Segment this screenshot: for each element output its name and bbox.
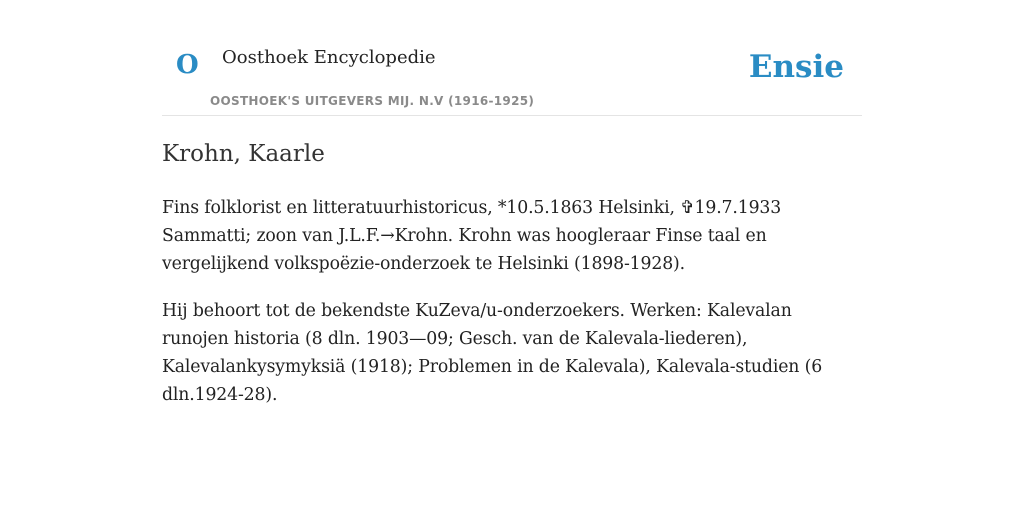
article (162, 134, 862, 428)
article-title: Krohn, Kaarle (162, 141, 325, 167)
source-logo-link[interactable]: O (176, 50, 199, 80)
source-subtitle: OOSTHOEK'S UITGEVERS MIJ. N.V (1916-1925) (210, 94, 535, 108)
article-paragraph-2: Hij behoort tot de bekendste KuZeva/u-onderzoekers. Werken: Kalevalan runojen historia (8 dln. 1903—09; Gesch. van de Kalevala-liederen), Kalevalankysymyksiä (1918); Problemen in de Kalevala), Kalevala-studien (6 dln.1924-28). (162, 301, 823, 405)
source-header (162, 30, 862, 116)
source-title: Oosthoek Encyclopedie (222, 47, 436, 68)
article-paragraph-1: Fins folklorist en litteratuurhistoricus, *10.5.1863 Helsinki, ✞19.7.1933 Sammatti; zoon van J.L.F.→Krohn. Krohn was hoogleraar Finse taal en vergelijkend volkspoëzie-onderzoek te Helsinki (1898-1928). (162, 198, 782, 274)
ensie-brand-link[interactable]: Ensie (748, 49, 844, 85)
